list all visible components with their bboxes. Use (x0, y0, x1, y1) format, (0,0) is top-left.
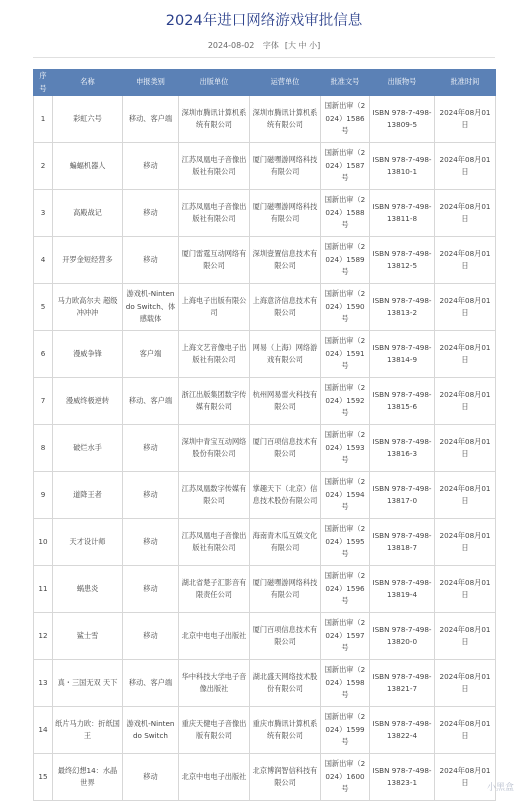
cell-publisher: 深圳市腾讯计算机系统有限公司 (179, 96, 250, 143)
watermark: 小黑盒 (486, 783, 514, 793)
table-row (34, 96, 496, 143)
cell-isbn: ISBN 978-7-498-13809-5 (370, 96, 435, 143)
cell-index: 15 (34, 754, 53, 801)
cell-publisher: 江苏凤凰数字传媒有限公司 (179, 472, 250, 519)
cell-approval-date: 2024年08月01日 (435, 660, 496, 707)
cell-category: 移动 (123, 754, 179, 801)
header-index: 序号 (34, 70, 53, 96)
cell-approval-number: 国新出审（2024）1598号 (321, 660, 370, 707)
cell-name: 马力欧高尔夫 超级冲冲冲 (53, 284, 123, 331)
cell-publisher: 厦门雷霆互动网络有限公司 (179, 237, 250, 284)
cell-operator: 厦门百项信息技术有限公司 (250, 613, 321, 660)
cell-operator: 厦门磁嘿游网络科技有限公司 (250, 143, 321, 190)
cell-isbn: ISBN 978-7-498-13822-4 (370, 707, 435, 754)
cell-approval-date: 2024年08月01日 (435, 754, 496, 801)
cell-name: 蜗患炎 (53, 566, 123, 613)
cell-approval-number: 国新出审（2024）1592号 (321, 378, 370, 425)
cell-name: 漫威终极逆转 (53, 378, 123, 425)
page-title: 2024年进口网络游戏审批信息 (165, 13, 363, 29)
table-row (34, 519, 496, 566)
cell-index: 1 (34, 96, 53, 143)
cell-index: 13 (34, 660, 53, 707)
cell-publisher: 北京中电电子出版社 (179, 754, 250, 801)
table-row (34, 378, 496, 425)
cell-category: 客户端 (123, 331, 179, 378)
table-row (34, 331, 496, 378)
cell-approval-date: 2024年08月01日 (435, 331, 496, 378)
cell-isbn: ISBN 978-7-498-13823-1 (370, 754, 435, 801)
cell-approval-date: 2024年08月01日 (435, 566, 496, 613)
cell-approval-date: 2024年08月01日 (435, 190, 496, 237)
header-publisher: 出版单位 (179, 70, 250, 96)
cell-publisher: 江苏凤凰电子音像出版社有限公司 (179, 143, 250, 190)
cell-name: 纸片马力欧：折纸国王 (53, 707, 123, 754)
cell-category: 游戏机-Nintendo Switch、体感载体 (123, 284, 179, 331)
cell-name: 天才设计师 (53, 519, 123, 566)
cell-approval-date: 2024年08月01日 (435, 472, 496, 519)
cell-approval-number: 国新出审（2024）1587号 (321, 143, 370, 190)
table-body (34, 96, 496, 801)
table-row (34, 707, 496, 754)
cell-isbn: ISBN 978-7-498-13813-2 (370, 284, 435, 331)
cell-index: 14 (34, 707, 53, 754)
cell-operator: 海南青木瓜互娱文化有限公司 (250, 519, 321, 566)
cell-category: 移动 (123, 613, 179, 660)
table-row (34, 190, 496, 237)
cell-index: 10 (34, 519, 53, 566)
table-header-row (34, 70, 496, 96)
header-approval-date: 批准时间 (435, 70, 496, 96)
table-row (34, 472, 496, 519)
cell-approval-number: 国新出审（2024）1591号 (321, 331, 370, 378)
cell-operator: 杭州网易雷火科技有限公司 (250, 378, 321, 425)
header-isbn: 出版物号 (370, 70, 435, 96)
cell-isbn: ISBN 978-7-498-13811-8 (370, 190, 435, 237)
cell-approval-number: 国新出审（2024）1600号 (321, 754, 370, 801)
cell-publisher: 上海文艺音像电子出版社有限公司 (179, 331, 250, 378)
table-row (34, 143, 496, 190)
header-approval-number: 批准文号 (321, 70, 370, 96)
cell-isbn: ISBN 978-7-498-13812-5 (370, 237, 435, 284)
article-meta (0, 40, 528, 51)
cell-operator: 深圳壹置信息技术有限公司 (250, 237, 321, 284)
cell-approval-number: 国新出审（2024）1596号 (321, 566, 370, 613)
cell-index: 5 (34, 284, 53, 331)
cell-publisher: 重庆天健电子音像出版有限公司 (179, 707, 250, 754)
table-row (34, 237, 496, 284)
cell-approval-number: 国新出审（2024）1588号 (321, 190, 370, 237)
divider (33, 57, 495, 58)
cell-category: 移动 (123, 237, 179, 284)
cell-approval-date: 2024年08月01日 (435, 613, 496, 660)
cell-category: 移动、客户端 (123, 378, 179, 425)
cell-approval-date: 2024年08月01日 (435, 143, 496, 190)
cell-isbn: ISBN 978-7-498-13816-3 (370, 425, 435, 472)
cell-isbn: ISBN 978-7-498-13815-6 (370, 378, 435, 425)
cell-publisher: 湖北省楚子汇影音有限责任公司 (179, 566, 250, 613)
table-row (34, 425, 496, 472)
cell-category: 移动 (123, 143, 179, 190)
cell-index: 11 (34, 566, 53, 613)
cell-category: 移动 (123, 425, 179, 472)
cell-name: 破烂水手 (53, 425, 123, 472)
cell-index: 3 (34, 190, 53, 237)
cell-approval-number: 国新出审（2024）1595号 (321, 519, 370, 566)
cell-isbn: ISBN 978-7-498-13818-7 (370, 519, 435, 566)
cell-approval-date: 2024年08月01日 (435, 96, 496, 143)
cell-operator: 网易（上海）网络游戏有限公司 (250, 331, 321, 378)
cell-index: 12 (34, 613, 53, 660)
cell-name: 真・三国无双 天下 (53, 660, 123, 707)
cell-approval-number: 国新出审（2024）1599号 (321, 707, 370, 754)
cell-operator: 湖北盛天网络技术股份有限公司 (250, 660, 321, 707)
cell-isbn: ISBN 978-7-498-13814-9 (370, 331, 435, 378)
cell-approval-date: 2024年08月01日 (435, 237, 496, 284)
cell-index: 2 (34, 143, 53, 190)
cell-name: 漫威争锋 (53, 331, 123, 378)
header-category: 申报类别 (123, 70, 179, 96)
table-row (34, 566, 496, 613)
cell-publisher: 北京中电电子出版社 (179, 613, 250, 660)
cell-publisher: 华中科技大学电子音像出版社 (179, 660, 250, 707)
cell-name: 道降王者 (53, 472, 123, 519)
cell-index: 8 (34, 425, 53, 472)
cell-category: 移动 (123, 472, 179, 519)
publish-date: 2024-08-02 (207, 41, 255, 50)
cell-approval-date: 2024年08月01日 (435, 378, 496, 425)
cell-name: 开罗金短经营多 (53, 237, 123, 284)
cell-approval-date: 2024年08月01日 (435, 425, 496, 472)
cell-name: 鲨士雪 (53, 613, 123, 660)
cell-publisher: 浙江出版集团数字传媒有限公司 (179, 378, 250, 425)
cell-operator: 北京博润智信科技有限公司 (250, 754, 321, 801)
cell-operator: 厦门磁嘿游网络科技有限公司 (250, 190, 321, 237)
table-row (34, 660, 496, 707)
cell-name: 最终幻想14：水晶世界 (53, 754, 123, 801)
cell-isbn: ISBN 978-7-498-13819-4 (370, 566, 435, 613)
cell-operator: 深圳市腾讯计算机系统有限公司 (250, 96, 321, 143)
cell-publisher: 上海电子出版有限公司 (179, 284, 250, 331)
cell-operator: 掌趣天下（北京）信息技术股份有限公司 (250, 472, 321, 519)
cell-publisher: 江苏凤凰电子音像出版社有限公司 (179, 519, 250, 566)
table-row (34, 754, 496, 801)
cell-approval-date: 2024年08月01日 (435, 284, 496, 331)
cell-category: 游戏机-Nintendo Switch (123, 707, 179, 754)
header-name: 名称 (53, 70, 123, 96)
cell-approval-number: 国新出审（2024）1593号 (321, 425, 370, 472)
cell-approval-number: 国新出审（2024）1586号 (321, 96, 370, 143)
cell-operator: 上海意济信息技术有限公司 (250, 284, 321, 331)
cell-index: 4 (34, 237, 53, 284)
cell-name: 彩虹六号 (53, 96, 123, 143)
font-size-toggle[interactable]: [大 中 小] (284, 41, 321, 50)
cell-operator: 厦门百项信息技术有限公司 (250, 425, 321, 472)
approval-table (33, 69, 496, 801)
table-row (34, 613, 496, 660)
cell-operator: 重庆市腾讯计算机系统有限公司 (250, 707, 321, 754)
cell-isbn: ISBN 978-7-498-13820-0 (370, 613, 435, 660)
cell-publisher: 深圳中青宝互动网络股份有限公司 (179, 425, 250, 472)
table-row (34, 284, 496, 331)
cell-category: 移动 (123, 519, 179, 566)
cell-isbn: ISBN 978-7-498-13817-0 (370, 472, 435, 519)
cell-name: 高殿战记 (53, 190, 123, 237)
cell-approval-date: 2024年08月01日 (435, 707, 496, 754)
cell-category: 移动 (123, 190, 179, 237)
cell-approval-number: 国新出审（2024）1594号 (321, 472, 370, 519)
font-size-label: 字体 (262, 41, 279, 50)
cell-approval-number: 国新出审（2024）1589号 (321, 237, 370, 284)
cell-operator: 厦门磁嘿游网络科技有限公司 (250, 566, 321, 613)
cell-approval-number: 国新出审（2024）1590号 (321, 284, 370, 331)
cell-category: 移动、客户端 (123, 660, 179, 707)
cell-approval-date: 2024年08月01日 (435, 519, 496, 566)
cell-index: 9 (34, 472, 53, 519)
cell-isbn: ISBN 978-7-498-13810-1 (370, 143, 435, 190)
cell-approval-number: 国新出审（2024）1597号 (321, 613, 370, 660)
cell-category: 移动 (123, 566, 179, 613)
header-operator: 运营单位 (250, 70, 321, 96)
cell-publisher: 江苏凤凰电子音像出版社有限公司 (179, 190, 250, 237)
cell-name: 蝙蝠机器人 (53, 143, 123, 190)
cell-category: 移动、客户端 (123, 96, 179, 143)
cell-index: 6 (34, 331, 53, 378)
cell-index: 7 (34, 378, 53, 425)
cell-isbn: ISBN 978-7-498-13821-7 (370, 660, 435, 707)
